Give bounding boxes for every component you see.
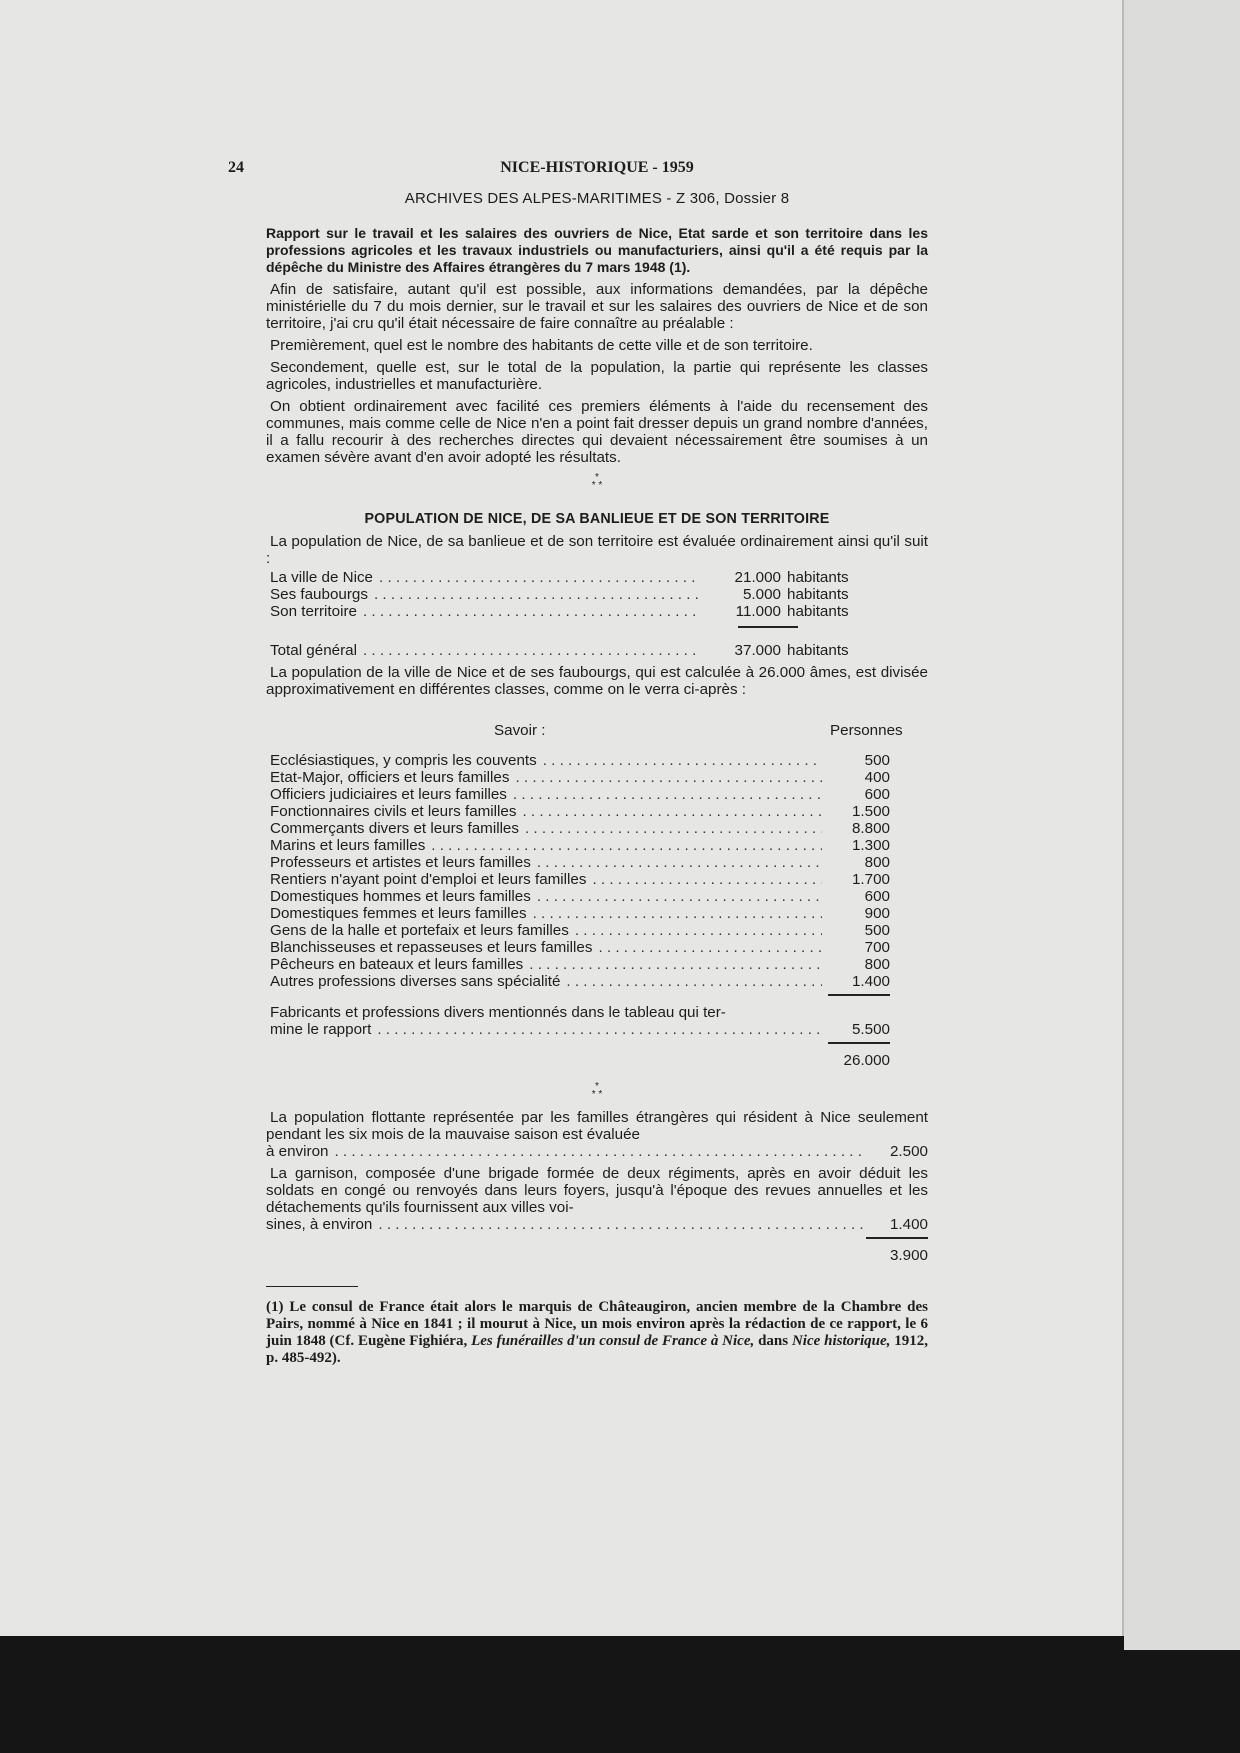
class-row: Pêcheurs en bateaux et leurs familles . . . 800: [270, 956, 890, 973]
sum-rule: [828, 1042, 890, 1044]
population-row: La ville de Nice . . . 21.000 habitants: [270, 569, 867, 586]
footnote-rule: [266, 1286, 358, 1287]
population-table: [270, 569, 867, 659]
population-intro: La population de Nice, de sa banlieue et de son territoire est évaluée ordinairement ainsi qu'il suit :: [266, 533, 928, 567]
fabricants-entry: Fabricants et professions divers mentionnés dans le tableau qui ter- mine le rapport . . . 5.500: [270, 1004, 890, 1038]
class-row: Commerçants divers et leurs familles . . . 8.800: [270, 820, 890, 837]
report-title: Rapport sur le travail et les salaires des ouvriers de Nice, Etat sarde et son territoire dans les professions agricoles et les travaux industriels ou manufacturiers, ainsi qu'il a été requis par la dépêche du Ministre des Affaires étrangères du 7 mars 1948 (1).: [266, 225, 928, 275]
class-row: Gens de la halle et portefaix et leurs familles . . . 500: [270, 922, 890, 939]
class-row: Rentiers n'ayant point d'emploi et leurs familles . . . 1.700: [270, 871, 890, 888]
class-row: Fonctionnaires civils et leurs familles . . . 1.500: [270, 803, 890, 820]
asterism: * * *: [591, 1081, 603, 1100]
running-header: [228, 150, 928, 176]
class-row: Domestiques hommes et leurs familles . . . 600: [270, 888, 890, 905]
page-number: 24: [228, 159, 244, 176]
class-row: Domestiques femmes et leurs familles . . . 900: [270, 905, 890, 922]
classes-header: Savoir : Personnes: [494, 722, 903, 739]
floating-population: La population flottante représentée par les familles étrangères qui résident à Nice seulement pendant les six mois de la mauvaise saison est évaluée à environ . . . 2.500 La garnison, composée d'une brigade formée de deux régiments, après en avoir déduit les soldats en congé ou renvoyés dans leurs foyers, jusqu'à l'époque des revues annuelles et les détachements qu'ils fournissent aux villes voi- sines, à environ . . . 1.400: [266, 1109, 928, 1233]
archive-reference: ARCHIVES DES ALPES-MARITIMES - Z 306, Dossier 8: [404, 190, 790, 207]
extra-total: 3.900: [889, 1247, 928, 1264]
class-row: Autres professions diverses sans spécialité . . . 1.400: [270, 973, 890, 990]
page-content: [228, 150, 929, 1367]
population-row: Ses faubourgs . . . 5.000 habitants: [270, 586, 867, 603]
population-row: Son territoire . . . 11.000 habitants: [270, 603, 867, 620]
population-total-row: Total général . . . 37.000 habitants: [270, 642, 867, 659]
class-row: Officiers judiciaires et leurs familles . . . 600: [270, 786, 890, 803]
journal-title: NICE-HISTORIQUE - 1959: [500, 159, 694, 176]
next-page-edge: [1124, 0, 1240, 1650]
class-row: Blanchisseuses et repasseuses et leurs familles . . . 700: [270, 939, 890, 956]
sum-rule: [866, 1237, 928, 1239]
section-title: POPULATION DE NICE, DE SA BANLIEUE ET DE SON TERRITOIRE: [364, 511, 830, 527]
paragraph: Afin de satisfaire, autant qu'il est possible, aux informations demandées, par la dépêche ministérielle du 7 du mois dernier, sur le travail et sur les salaires des ouvriers de Nice et de son territoire, j'ai cru qu'il était nécessaire de faire connaître au préalable :: [266, 281, 928, 332]
paragraph: On obtient ordinairement avec facilité ces premiers éléments à l'aide du recensement des communes, mais comme celle de Nice n'en a point fait dresser depuis un grand nombre d'années, il a fallu recourir à des recherches directes qui devaient nécessairement être soumises à un examen sévère avant d'en avoir adopté les résultats.: [266, 398, 928, 466]
classes-total: 26.000: [843, 1052, 890, 1069]
class-row: Professeurs et artistes et leurs familles . . . 800: [270, 854, 890, 871]
sum-rule: [828, 994, 890, 996]
paragraph: Secondement, quelle est, sur le total de la population, la partie qui représente les classes agricoles, industrielles et manufacturière.: [266, 359, 928, 393]
classes-intro: La population de la ville de Nice et de ses faubourgs, qui est calculée à 26.000 âmes, est divisée approximativement en différentes classes, comme on le verra ci-après :: [266, 664, 928, 698]
classes-table: [270, 752, 890, 990]
footnote: (1) Le consul de France était alors le marquis de Châteaugiron, ancien membre de la Chambre des Pairs, nommé à Nice en 1841 ; il mourut à Nice, un mois environ après la rédaction de ce rapport, le 6 juin 1848 (Cf. Eugène Fighiéra, Les funérailles d'un consul de France à Nice, dans Nice historique, 1912, p. 485-492).: [266, 1299, 929, 1366]
class-row: Marins et leurs familles . . . 1.300: [270, 837, 890, 854]
class-row: Etat-Major, officiers et leurs familles . . . 400: [270, 769, 890, 786]
sum-rule: [738, 626, 798, 628]
asterism: * * *: [591, 472, 603, 491]
class-row: Ecclésiastiques, y compris les couvents . . . 500: [270, 752, 890, 769]
paragraph: Premièrement, quel est le nombre des habitants de cette ville et de son territoire.: [270, 337, 813, 354]
